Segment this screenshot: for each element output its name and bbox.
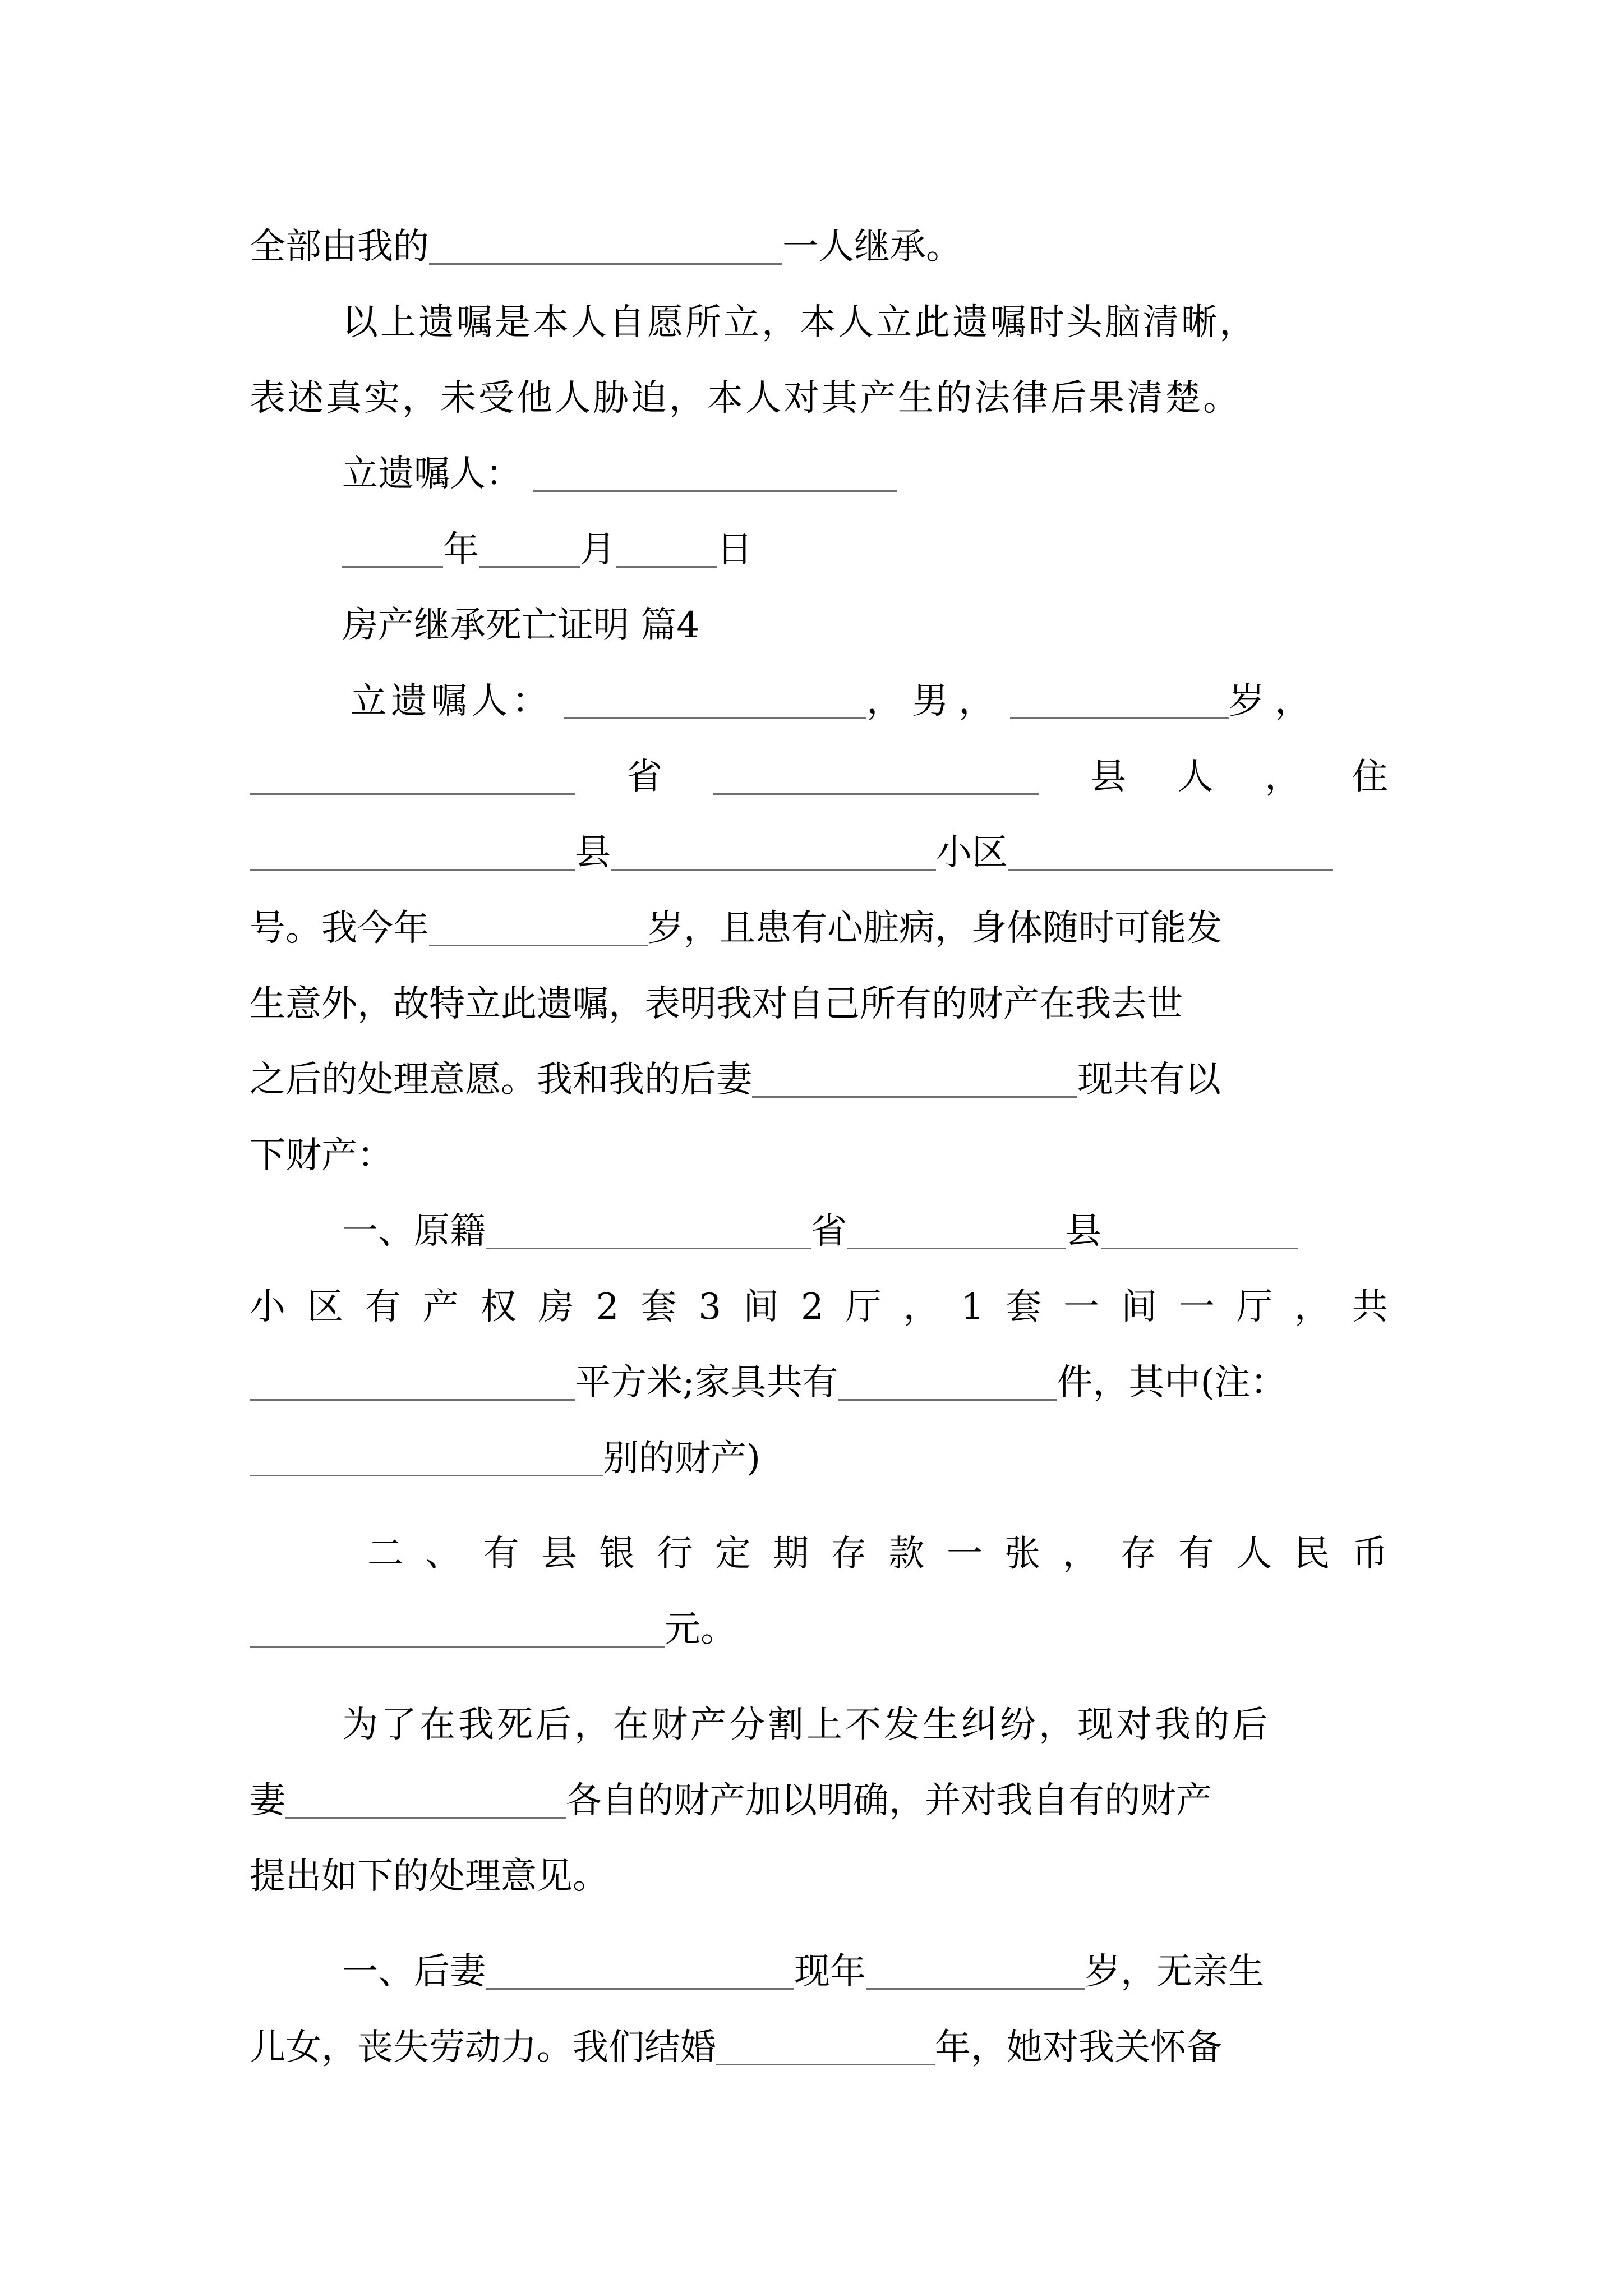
text-char: 、 (425, 1533, 462, 1575)
text-segment: 之后的处理意愿。我和我的后妻 (250, 1059, 752, 1101)
text-char: 县 (541, 1533, 577, 1575)
text-segment: 省 (811, 1211, 847, 1252)
fill-in-blank[interactable] (752, 1094, 1077, 1098)
text-char: ， (1062, 1533, 1099, 1575)
signatory-label: 立遗嘱人： (342, 453, 522, 495)
fill-in-blank[interactable] (838, 1397, 1057, 1401)
text-char: ， (903, 1286, 939, 1328)
text-char: 小 (250, 1286, 285, 1328)
text-segment: 岁，无亲生 (1085, 1951, 1264, 1993)
fill-in-blank[interactable] (429, 261, 782, 265)
text-segment: ，男， (866, 680, 1004, 722)
text-segment: 各自的财产加以明确，并对我自有的财产 (566, 1780, 1212, 1821)
text-char: 2 (800, 1286, 824, 1328)
text-line (342, 1203, 1391, 1254)
fill-in-blank[interactable] (1008, 867, 1333, 871)
text-char: 一 (1179, 1286, 1215, 1328)
text-segment: 县 (1066, 1211, 1101, 1252)
text-segment: 县 (1090, 756, 1126, 798)
text-line (250, 1773, 1388, 1823)
text-segment: 件，其中(注： (1057, 1362, 1287, 1404)
fill-in-blank[interactable] (250, 1397, 575, 1401)
text-segment: ， (1265, 756, 1301, 798)
text-char: 民 (1294, 1533, 1330, 1575)
text-segment: 小区 (936, 832, 1008, 873)
fill-in-blank[interactable] (486, 1245, 811, 1249)
text-segment: 别的财产) (603, 1438, 760, 1479)
text-char: 二 (367, 1533, 403, 1575)
text-segment: 平方米;家具共有 (575, 1362, 838, 1404)
date-line (342, 522, 1481, 572)
text-char: 银 (599, 1533, 635, 1575)
text-char: 间 (1121, 1286, 1158, 1328)
text-char: 房 (538, 1286, 574, 1328)
text-char: 套 (1006, 1286, 1042, 1328)
fill-in-blank[interactable] (285, 1815, 566, 1819)
text-line (250, 1355, 1388, 1405)
text-char: 人 (1236, 1533, 1272, 1575)
text-segment: 表述真实，未受他人胁迫，本人对其产生的法律后果清楚。 (250, 378, 1241, 419)
fill-in-blank[interactable] (713, 791, 1039, 795)
fill-in-blank[interactable] (866, 1986, 1085, 1990)
fill-in-blank[interactable] (1010, 715, 1229, 719)
text-line (342, 1697, 1391, 1747)
text-segment: 儿女，丧失劳动力。我们结婚 (250, 2027, 716, 2068)
text-segment: 岁，且患有心脏病，身体随时可能发 (648, 908, 1222, 949)
text-char: 一 (946, 1533, 983, 1575)
fill-in-blank[interactable] (250, 791, 575, 795)
text-line (250, 900, 1388, 951)
text-char: 厅 (845, 1286, 882, 1328)
text-char: 3 (698, 1286, 722, 1328)
text-segment: 现年 (794, 1951, 866, 1993)
text-char: 权 (480, 1286, 517, 1328)
text-line (250, 1128, 1388, 1178)
day-label: 日 (717, 529, 753, 570)
text-line (250, 1602, 1388, 1652)
month-blank[interactable] (479, 564, 580, 568)
text-segment: 提出如下的处理意见。 (250, 1856, 608, 1897)
fill-in-blank[interactable] (250, 1473, 603, 1476)
text-segment: 生意外，故特立此遗嘱，表明我对自己所有的财产在我去世 (250, 983, 1183, 1025)
day-blank[interactable] (616, 564, 717, 568)
year-label: 年 (443, 529, 479, 570)
text-segment: 妻 (250, 1780, 285, 1821)
fill-in-blank[interactable] (847, 1245, 1066, 1249)
text-char: 1 (961, 1286, 984, 1328)
text-char: 一 (1063, 1286, 1100, 1328)
text-segment: 下财产： (250, 1135, 393, 1176)
text-char: 存 (1120, 1533, 1156, 1575)
text-line (250, 1052, 1388, 1102)
text-line (250, 976, 1388, 1027)
text-segment: 岁， (1229, 680, 1321, 722)
text-char: 厅 (1237, 1286, 1273, 1328)
text-line (250, 2019, 1388, 2070)
text-char: ， (1294, 1286, 1330, 1328)
text-char: 款 (888, 1533, 925, 1575)
fill-in-blank[interactable] (611, 867, 936, 871)
text-segment: 号。我今年 (250, 908, 429, 949)
text-line (250, 1848, 1388, 1899)
text-segment: 人 (1177, 756, 1214, 798)
text-line (250, 825, 1388, 875)
text-line (250, 1279, 1388, 1329)
text-char: 区 (307, 1286, 343, 1328)
section-title: 房产继承死亡证明 篇4 (342, 605, 700, 646)
text-line (250, 749, 1388, 799)
text-char: 定 (714, 1533, 751, 1575)
text-char: 间 (743, 1286, 780, 1328)
text-segment: 一人继承。 (782, 226, 962, 268)
text-char: 有 (365, 1286, 401, 1328)
text-char: 期 (772, 1533, 809, 1575)
text-char: 有 (1178, 1533, 1214, 1575)
text-segment: 省 (626, 756, 662, 798)
text-line (250, 1430, 1388, 1481)
text-line (250, 219, 1388, 269)
text-segment: 现共有以 (1077, 1059, 1221, 1101)
text-char: 套 (640, 1286, 677, 1328)
text-segment: 一、原籍 (342, 1211, 486, 1252)
text-segment: 全部由我的 (250, 226, 429, 268)
section-heading (342, 597, 1481, 648)
fill-in-blank[interactable] (250, 1644, 665, 1648)
text-char: 产 (422, 1286, 459, 1328)
fill-in-blank[interactable] (486, 1986, 794, 1990)
text-line (250, 370, 1388, 421)
text-segment: 元。 (665, 1609, 736, 1650)
text-segment: 为了在我死后，在财产分割上不发生纠纷，现对我的后 (342, 1704, 1271, 1746)
fill-in-blank[interactable] (716, 2062, 935, 2065)
month-label: 月 (580, 529, 616, 570)
text-segment: 立遗嘱人： (351, 680, 552, 722)
text-char: 共 (1352, 1286, 1388, 1328)
text-segment: 一、后妻 (342, 1951, 486, 1993)
text-char: 存 (831, 1533, 867, 1575)
text-line (367, 1526, 1388, 1576)
fill-in-blank[interactable] (1101, 1245, 1298, 1249)
fill-in-blank[interactable] (564, 715, 866, 719)
signatory-blank[interactable] (533, 488, 897, 492)
text-line (342, 1944, 1391, 1994)
text-segment: 县 (575, 832, 611, 873)
text-line (342, 446, 1481, 496)
text-line (351, 673, 1388, 724)
year-blank[interactable] (342, 564, 443, 568)
text-char: 有 (483, 1533, 519, 1575)
fill-in-blank[interactable] (429, 942, 648, 946)
text-char: 张 (1004, 1533, 1041, 1575)
text-char: 币 (1352, 1533, 1388, 1575)
text-segment: 以上遗嘱是本人自愿所立，本人立此遗嘱时头脑清晰， (342, 302, 1257, 343)
text-segment: 年，她对我关怀备 (935, 2027, 1222, 2068)
fill-in-blank[interactable] (250, 867, 575, 871)
text-segment: 住 (1352, 756, 1388, 798)
text-char: 行 (657, 1533, 693, 1575)
text-line (342, 295, 1391, 345)
text-char: 2 (596, 1286, 619, 1328)
